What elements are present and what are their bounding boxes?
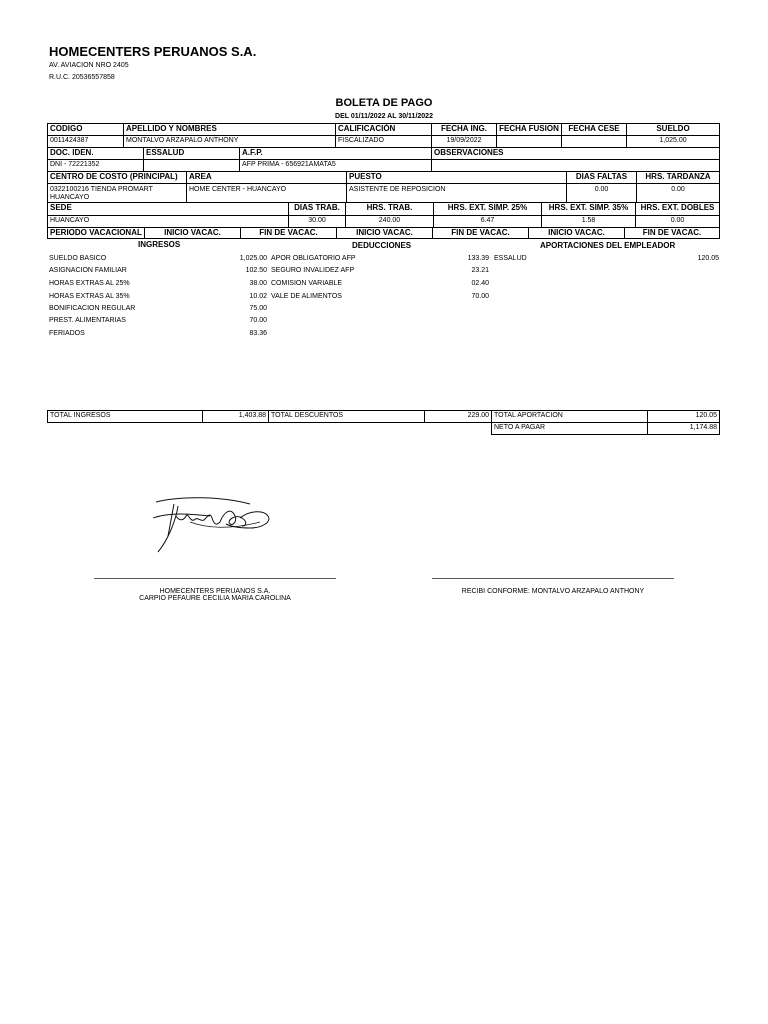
value-area: HOME CENTER - HUANCAYO xyxy=(186,183,347,203)
deduccion-label: VALE DE ALIMENTOS xyxy=(271,293,342,300)
neto-pagar-label: NETO A PAGAR xyxy=(491,422,648,435)
value-hrs-ext-dobles: 0.00 xyxy=(635,215,720,228)
header-codigo: CODIGO xyxy=(47,123,124,136)
value-sueldo: 1,025.00 xyxy=(626,135,720,148)
ingreso-amount: 1,025.00 xyxy=(239,255,267,262)
header-hrs-ext-25: HRS. EXT. SIMP. 25% xyxy=(433,202,542,216)
aportacion-label: ESSALUD xyxy=(494,255,527,262)
header-inicio-vacac-2: INICIO VACAC. xyxy=(336,227,433,239)
ingreso-label: ASIGNACION FAMILIAR xyxy=(49,267,127,274)
value-doc-iden: DNI - 72221352 xyxy=(47,159,144,172)
header-observaciones: OBSERVACIONES xyxy=(431,147,720,160)
header-dias-faltas: DIAS FALTAS xyxy=(566,171,637,184)
deduccion-amount: 02.40 xyxy=(471,280,489,287)
value-puesto: ASISTENTE DE REPOSICION xyxy=(346,183,567,203)
value-hrs-trab: 240.00 xyxy=(345,215,434,228)
header-hrs-tardanza: HRS. TARDANZA xyxy=(636,171,720,184)
deduccion-amount: 70.00 xyxy=(471,293,489,300)
ingreso-label: BONIFICACION REGULAR xyxy=(49,305,136,312)
total-ingresos-label: TOTAL INGRESOS xyxy=(47,410,203,423)
header-hrs-ext-dobles: HRS. EXT. DOBLES xyxy=(635,202,720,216)
value-hrs-ext-35: 1.58 xyxy=(541,215,636,228)
employee-signature-line xyxy=(432,578,674,579)
header-doc-iden: DOC. IDEN. xyxy=(47,147,144,160)
section-ingresos: INGRESOS xyxy=(138,240,181,249)
ingreso-amount: 83.36 xyxy=(249,330,267,337)
total-aportacion-value: 120.05 xyxy=(647,410,720,423)
ingreso-amount: 10.02 xyxy=(249,293,267,300)
header-essalud: ESSALUD xyxy=(143,147,240,160)
header-fin-vacac-1: FIN DE VACAC. xyxy=(240,227,337,239)
employer-signature-line xyxy=(94,578,336,579)
ingreso-label: HORAS EXTRAS AL 35% xyxy=(49,293,130,300)
ingreso-amount: 75.00 xyxy=(249,305,267,312)
header-hrs-ext-35: HRS. EXT. SIMP. 35% xyxy=(541,202,636,216)
header-hrs-trab: HRS. TRAB. xyxy=(345,202,434,216)
header-sede: SEDE xyxy=(47,202,289,216)
value-afp: AFP PRIMA - 656921AMATA5 xyxy=(239,159,432,172)
value-sede: HUANCAYO xyxy=(47,215,289,228)
value-apellidos: MONTALVO ARZAPALO ANTHONY xyxy=(123,135,336,148)
employer-signature-image xyxy=(150,492,275,554)
document-title: BOLETA DE PAGO xyxy=(335,97,433,109)
header-fecha-cese: FECHA CESE xyxy=(561,123,627,136)
total-descuentos-value: 229.00 xyxy=(424,410,492,423)
header-dias-trab: DIAS TRAB. xyxy=(288,202,346,216)
value-hrs-ext-25: 6.47 xyxy=(433,215,542,228)
total-descuentos-label: TOTAL DESCUENTOS xyxy=(268,410,425,423)
employee-signature-text: RECIBI CONFORME: MONTALVO ARZAPALO ANTHONY xyxy=(461,588,645,595)
header-inicio-vacac-1: INICIO VACAC. xyxy=(144,227,241,239)
header-fecha-ing: FECHA ING. xyxy=(431,123,497,136)
header-sueldo: SUELDO xyxy=(626,123,720,136)
ingreso-label: HORAS EXTRAS AL 25% xyxy=(49,280,130,287)
value-calificacion: FISCALIZADO xyxy=(335,135,432,148)
section-aportaciones: APORTACIONES DEL EMPLEADOR xyxy=(540,241,676,250)
company-address: AV. AVIACION NRO 2405 xyxy=(49,62,129,69)
value-hrs-tardanza: 0.00 xyxy=(636,183,720,203)
value-dias-faltas: 0.00 xyxy=(566,183,637,203)
deduccion-amount: 23.21 xyxy=(471,267,489,274)
total-ingresos-value: 1,403.88 xyxy=(202,410,269,423)
ingreso-amount: 38.00 xyxy=(249,280,267,287)
value-codigo: 0011424387 xyxy=(47,135,124,148)
header-calificacion: CALIFICACIÓN xyxy=(335,123,432,136)
header-centro-costo: CENTRO DE COSTO (PRINCIPAL) xyxy=(47,171,187,184)
employer-signature-name: CARPIO PEFAURE CECILIA MARIA CAROLINA xyxy=(139,595,291,602)
company-ruc: R.U.C. 20536557858 xyxy=(49,74,115,81)
value-centro-costo: 0322100216 TIENDA PROMART HUANCAYO xyxy=(47,183,187,203)
ingreso-amount: 70.00 xyxy=(249,317,267,324)
total-aportacion-label: TOTAL APORTACION xyxy=(491,410,648,423)
deduccion-label: SEGURO INVALIDEZ AFP xyxy=(271,267,355,274)
section-deducciones: DEDUCCIONES xyxy=(352,241,412,250)
deduccion-label: COMISION VARIABLE xyxy=(271,280,343,287)
ingreso-label: SUELDO BASICO xyxy=(49,255,107,262)
deduccion-amount: 133.39 xyxy=(467,255,489,262)
value-dias-trab: 30.00 xyxy=(288,215,346,228)
deduccion-label: APOR OBLIGATORIO AFP xyxy=(271,255,356,262)
ingreso-amount: 102.50 xyxy=(245,267,267,274)
header-inicio-vacac-3: INICIO VACAC. xyxy=(528,227,625,239)
value-fecha-ing: 19/09/2022 xyxy=(431,135,497,148)
pay-period: DEL 01/11/2022 AL 30/11/2022 xyxy=(335,113,433,120)
header-fin-vacac-3: FIN DE VACAC. xyxy=(624,227,720,239)
neto-pagar-value: 1,174.88 xyxy=(647,422,720,435)
header-puesto: PUESTO xyxy=(346,171,567,184)
header-fecha-fusion: FECHA FUSION xyxy=(496,123,562,136)
header-area: AREA xyxy=(186,171,347,184)
ingreso-label: FERIADOS xyxy=(49,330,85,337)
company-name: HOMECENTERS PERUANOS S.A. xyxy=(49,44,257,59)
aportacion-amount: 120.05 xyxy=(697,255,719,262)
header-apellidos: APELLIDO Y NOMBRES xyxy=(123,123,336,136)
header-afp: A.F.P. xyxy=(239,147,432,160)
header-periodo-vacacional: PERIODO VACACIONAL xyxy=(47,227,145,239)
employer-signature-company: HOMECENTERS PERUANOS S.A. xyxy=(159,588,271,595)
header-fin-vacac-2: FIN DE VACAC. xyxy=(432,227,529,239)
ingreso-label: PREST. ALIMENTARIAS xyxy=(49,317,126,324)
